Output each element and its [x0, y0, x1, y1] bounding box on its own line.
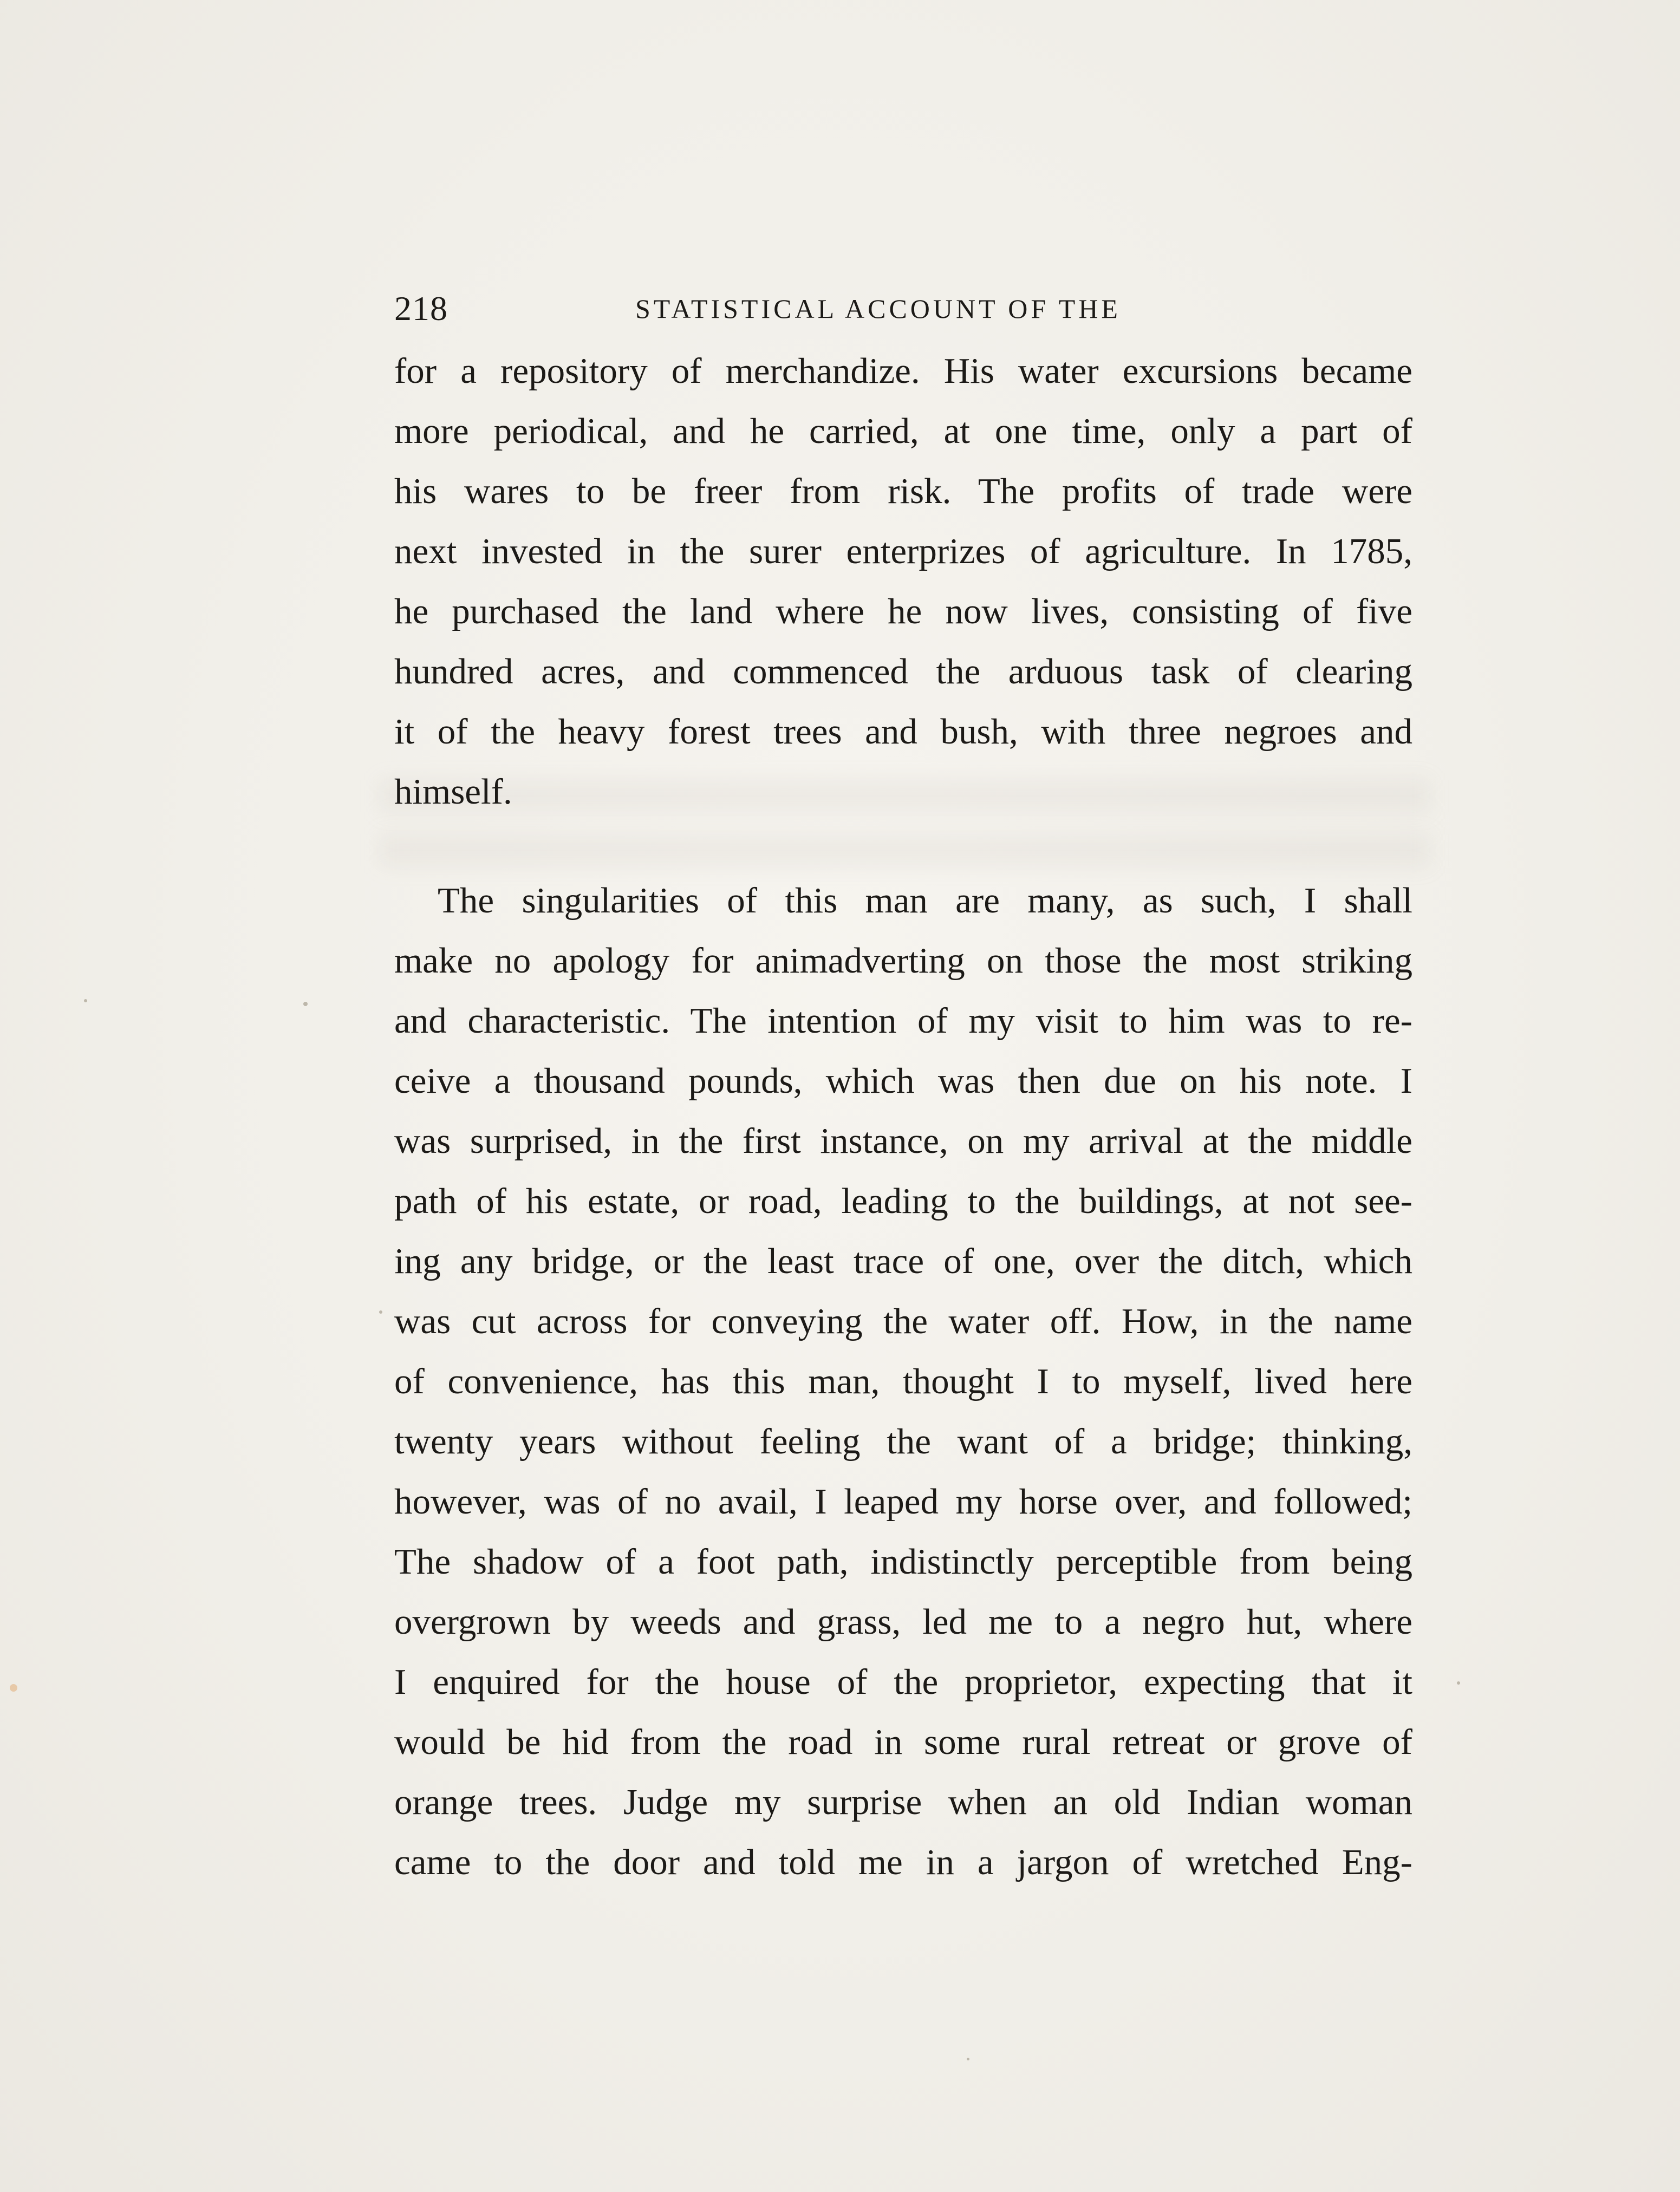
- text-line: for a repository of merchandize. His water excursions became: [394, 351, 1412, 391]
- text-line: orange trees. Judge my surprise when an old Indian woman: [394, 1782, 1412, 1822]
- text-line: next invested in the surer enterprizes of agriculture. In 1785,: [394, 531, 1412, 571]
- text-line: make no apology for animadverting on those the most striking: [394, 941, 1412, 981]
- text-line: overgrown by weeds and grass, led me to a negro hut, where: [394, 1602, 1412, 1642]
- paragraph-break: [394, 822, 1412, 871]
- page-number: 218: [394, 289, 448, 328]
- text-line: himself.: [394, 772, 512, 812]
- paper-speck: [84, 999, 87, 1002]
- text-line: more periodical, and he carried, at one time, only a part of: [394, 411, 1412, 451]
- paper-speck: [10, 1684, 17, 1692]
- paper-speck: [379, 1310, 382, 1314]
- text-line: I enquired for the house of the proprietor, expecting that it: [394, 1662, 1412, 1702]
- text-line: ing any bridge, or the least trace of one, over the ditch, which: [394, 1241, 1412, 1281]
- text-line: and characteristic. The intention of my visit to him was to re-: [394, 1001, 1412, 1041]
- text-line: was surprised, in the first instance, on my arrival at the middle: [394, 1121, 1412, 1161]
- text-line: of convenience, has this man, thought I to myself, lived here: [394, 1361, 1412, 1401]
- paper-speck: [303, 1002, 308, 1006]
- text-line: was cut across for conveying the water off. How, in the name: [394, 1301, 1412, 1341]
- text-line: his wares to be freer from risk. The profits of trade were: [394, 471, 1412, 511]
- page-header: [394, 284, 1412, 333]
- text-line: it of the heavy forest trees and bush, with three negroes and: [394, 712, 1412, 752]
- text-line: however, was of no avail, I leaped my horse over, and followed;: [394, 1482, 1412, 1522]
- text-line: path of his estate, or road, leading to the buildings, at not see-: [394, 1181, 1412, 1221]
- running-head: STATISTICAL ACCOUNT OF THE: [635, 293, 1121, 324]
- paper-speck: [967, 2058, 969, 2060]
- body-text: [394, 341, 1412, 1893]
- text-line: came to the door and told me in a jargon of wretched Eng-: [394, 1842, 1412, 1882]
- text-line: hundred acres, and commenced the arduous task of clearing: [394, 651, 1412, 691]
- text-line: The shadow of a foot path, indistinctly perceptible from being: [394, 1542, 1412, 1582]
- text-line: he purchased the land where he now lives, consisting of five: [394, 591, 1412, 631]
- text-line: twenty years without feeling the want of a bridge; thinking,: [394, 1421, 1412, 1462]
- text-line: ceive a thousand pounds, which was then due on his note. I: [394, 1061, 1412, 1101]
- text-line: The singularities of this man are many, as such, I shall: [438, 880, 1412, 921]
- text-line: would be hid from the road in some rural retreat or grove of: [394, 1722, 1412, 1762]
- paper-speck: [1457, 1681, 1460, 1685]
